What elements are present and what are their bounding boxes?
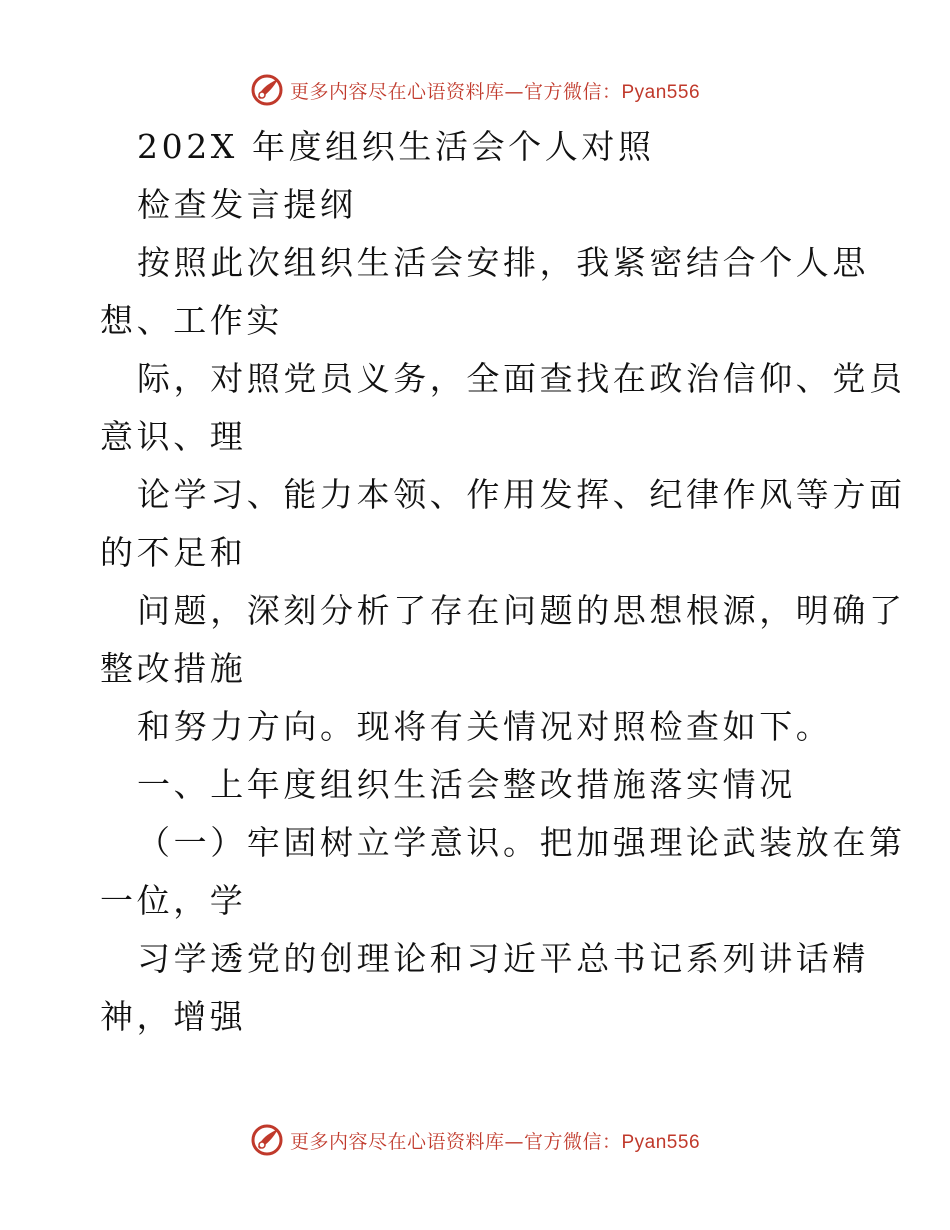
paragraph-line: 和努力方向。现将有关情况对照检查如下。 (137, 707, 833, 746)
paragraph-line: 神，增强 (100, 997, 247, 1036)
red-brush-logo-icon (250, 1123, 284, 1157)
paragraph-line: （一）牢固树立学意识。把加强理论武装放在第 (137, 823, 906, 862)
watermark-text (290, 77, 700, 104)
paragraph-line: 际，对照党员义务，全面查找在政治信仰、党员 (137, 359, 906, 398)
footer-watermark (0, 1120, 950, 1160)
paragraph-line: 论学习、能力本领、作用发挥、纪律作风等方面 (137, 475, 906, 514)
red-brush-logo-icon (250, 73, 284, 107)
section-heading: 一、上年度组织生活会整改措施落实情况 (137, 765, 796, 804)
paragraph-line: 问题，深刻分析了存在问题的思想根源，明确了 (137, 591, 906, 630)
watermark-label: 更多内容尽在心语资料库—官方微信： (289, 80, 622, 103)
paragraph-line: 的不足和 (100, 533, 247, 572)
paragraph-line: 一位，学 (100, 881, 247, 920)
watermark-wechat-id: Pyan556 (621, 81, 701, 103)
paragraph-line: 想、工作实 (100, 301, 283, 340)
doc-title-line-2: 检查发言提纲 (137, 185, 357, 224)
watermark-wechat-id: Pyan556 (621, 1131, 701, 1153)
paragraph-line: 习学透党的创理论和习近平总书记系列讲话精 (137, 939, 869, 978)
watermark-label: 更多内容尽在心语资料库—官方微信： (289, 1130, 622, 1153)
paragraph-line: 整改措施 (100, 649, 247, 688)
paragraph-line: 意识、理 (100, 417, 247, 456)
watermark-text (290, 1127, 700, 1154)
header-watermark (0, 70, 950, 110)
paragraph-line: 按照此次组织生活会安排，我紧密结合个人思 (137, 243, 869, 282)
doc-title-line-1: 202X 年度组织生活会个人对照 (137, 127, 655, 166)
